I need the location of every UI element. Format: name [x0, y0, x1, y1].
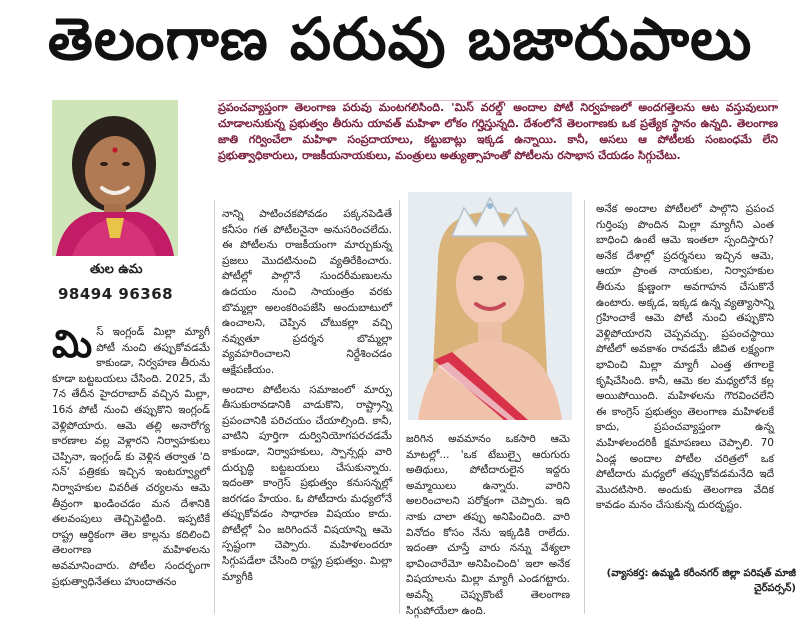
- column-divider: [584, 200, 585, 614]
- column-3-text: జరిగిన అవమానం ఒకసారి ఆమె మాటల్లో... 'ఒక టేబుల్పై ఆరుగురు అతిథులు, పోటీదారులైన ఇద్దరు అమ్మాయిలు ఉన్నారు. వారిని అలరించాలని పరోక్షంగా చెప్పారు. ఇది నాకు చాలా తప్పు అనిపించింది. వారి వినోదం కోసం నేను ఇక్కడికి రాలేదు. ఇదంతా చూస్తే వారు నన్ను వేశ్యలా భావించారేమో అనిపించింది' ఇలా అనేక విషయాలను మిల్లా మ్యాగీ ఎండగట్టారు. అవన్నీ చెప్పుకొంటే తెలంగాణ సిగ్గుపోయేలా ఉంది.: [406, 433, 570, 617]
- intro-standfirst: [218, 100, 778, 190]
- intro-divider: [218, 100, 778, 101]
- article-column-3: [406, 432, 570, 617]
- author-credit-note: (వ్యాసకర్త: ఉమ్మడి కరీంనగర్ జిల్లా పరిషత్ మాజీ చైర్‌పర్సన్): [606, 568, 796, 594]
- column-2-paragraph-1: నాన్ని పాటించకపోవడం పక్కనపెడితే కనీసం గత పోటీలనైనా అనుసరించలేదు. ఈ పోటీలను రాజకీయంగా మార్చుకున్న ప్రజలు మొదటినుంచి వ్యతిరేకించారు. పోటీల్లో పాల్గొనే సుందరీమణులను ఉదయం నుంచి సాయంత్రం వరకు బొమ్మల్లా అలంకరింపజేసి అందుబాటులో ఉంచాలని, చెప్పిన చోటుకల్లా వచ్చి నవ్వుతూ ప్రదర్శన బొమ్మల్లా వ్యవహరించాలని నిర్దేశించడం ఆక్షేపణీయం.: [222, 208, 392, 376]
- article-column-2: [222, 207, 392, 614]
- column-2-paragraph-2: అందాల పోటీలను సమాజంలో మార్పు తీసుకురావడానికి వాడుకొని, రాష్ట్రాన్ని ప్రపంచానికి పరిచయం చేయాల్సింది. కానీ, వాటిని పూర్తిగా దుర్వినియోగపరచడమే కాకుండా, నిర్వాహకులు, స్పాన్సర్లు వారి దుర్బుద్ధి బట్టబయలు చేసుకున్నారు. ఇదంతా కాంగ్రెస్ ప్రభుత్వం కనుసన్నల్లో జరగడం హేయం. ఓ పోటీదారు మధ్యలోనే తప్పుకోవడం సాధారణ విషయం కాదు. పోటీల్లో ఏం జరిగిందనే విషయాన్ని ఆమె స్పష్టంగా చెప్పారు. మహిళలందరూ సిగ్గుపడేలా చేసింది రాష్ట్ర ప్రభుత్వం. మిల్లా మ్యాగీకి: [222, 383, 392, 583]
- author-name: తుల ఉమ: [90, 262, 143, 277]
- column-1-text: స్ ఇంగ్లండ్ మిల్లా మ్యాగీ పోటీ నుంచి తప్పుకోవడమే కాకుండా, నిర్వహణ తీరును కూడా బట్టబయలు చేసింది. 2025, మే 7న తేదీన హైదరాబాద్ వచ్చిన మిల్లా, 16న పోటీ నుంచి తప్పుకొని ఇంగ్లండ్ వెళ్లిపోయారు. ఆమె తల్లి అనారోగ్య కారణాల వల్ల వెళ్లారని నిర్వాహకులు చెప్పినా, ఇంగ్లండ్ కు వెళ్లిన తర్వాత 'ది సన్' పత్రికకు ఇచ్చిన ఇంటర్వ్యూలో నిర్వాహకుల వివరీత చర్యలను ఆమె తీవ్రంగా ఖండించడం మన దేశానికి తలవంపులు తెచ్చిపెట్టింది. ఇప్పటికే రాష్ట్ర ఆర్థికంగా తెల కాల్లను కదిలించి తెలంగాణ మహిళలను అవమానించారు. పోటీల సందర్భంగా ప్రభుత్వాధినేతలు హుందాతనం: [52, 326, 210, 588]
- column-4-text: అనేక అందాల పోటీలలో పాల్గొని ప్రపంచ గుర్తింపు పొందిన మిల్లా మ్యాగీని ఎంత బాధించి ఉంటే ఆమె ఇంతలా స్పందిస్తారు? అనేక దేశాల్లో ప్రదర్శనలు ఇచ్చిన ఆమె, ఆయా ప్రాంత నాయకుల, నిర్వాహకుల తీరును క్షుణ్ణంగా అవగాహన చేసుకొనే ఉంటారు. అక్కడ, ఇక్కడ ఉన్న వ్యత్యాసాన్ని గ్రహించాకే ఆమె పోటీ నుంచి తప్పుకొని వెళ్లిపోయారని చెప్పవచ్చు. ప్రపంచస్థాయి పోటీలో అవకాశం రావడమే జీవిత లక్ష్యంగా భావించి మిల్లా మ్యాగీ ఎంత్త తగాలకై కృషిచేసింది. కానీ, ఆమె కల మధ్యలోనే కల్ల అయిపోయింది. మహిళలను గౌరవించలేని ఈ కాంగ్రెస్ ప్రభుత్వం తెలంగాణ మహిళలకే కాదు, ప్రపంచవ్యాప్తంగా ఉన్న మహిళలందరికీ క్షమాపణలు చెప్పాలి. 70 ఏండ్ల అందాల పోటీల చరిత్రలో ఒక పోటీదారు మధ్యలో తప్పుకోవడమనేది ఇదే మొదటిసారి. అందుకు తెలంగాణ వేదిక కావడం మనం చేసుకున్న దురదృష్టం.: [596, 203, 774, 512]
- intro-text: ప్రపంచవ్యాప్తంగా తెలంగాణ పరువు మంటగలిసింది. 'మిస్ వరల్డ్' అందాల పోటీ నిర్వహణలో అందగత్తెలను ఆట వస్తువులుగా చూడాలనుకున్న ప్రభుత్వం తీరును యావత్ మహిళా లోకం గర్హిస్తున్నది. దేశంలోనే తెలంగాణకు ఒక ప్రత్యేక స్థానం ఉన్నది. తెలంగాణ జాతి గర్వించేలా మహిళా సంప్రదాయాలు, కట్టుబాట్లు ఇక్కడ ఉన్నాయి. కానీ, అసలు ఆ పోటీలకు సంబంధమే లేని ప్రభుత్వాధికారులు, రాజకీయనాయకులు, మంత్రులు అత్యుత్సాహంతో పోటీలను రసాభాస చేయడం సిగ్గుచేటు.: [218, 101, 778, 162]
- column-divider: [214, 200, 215, 614]
- author-photo: [52, 100, 178, 256]
- contestant-photo: [408, 192, 572, 420]
- article-column-1: [52, 322, 210, 615]
- dropcap: మి: [52, 322, 93, 366]
- author-phone: 98494 96368: [58, 285, 174, 303]
- author-portrait-illustration: [52, 100, 178, 256]
- headline: తెలంగాణ పరువు బజారుపాలు: [47, 4, 753, 73]
- column-divider: [399, 200, 400, 614]
- contestant-portrait-illustration: [408, 192, 572, 420]
- article-column-4: [596, 202, 774, 562]
